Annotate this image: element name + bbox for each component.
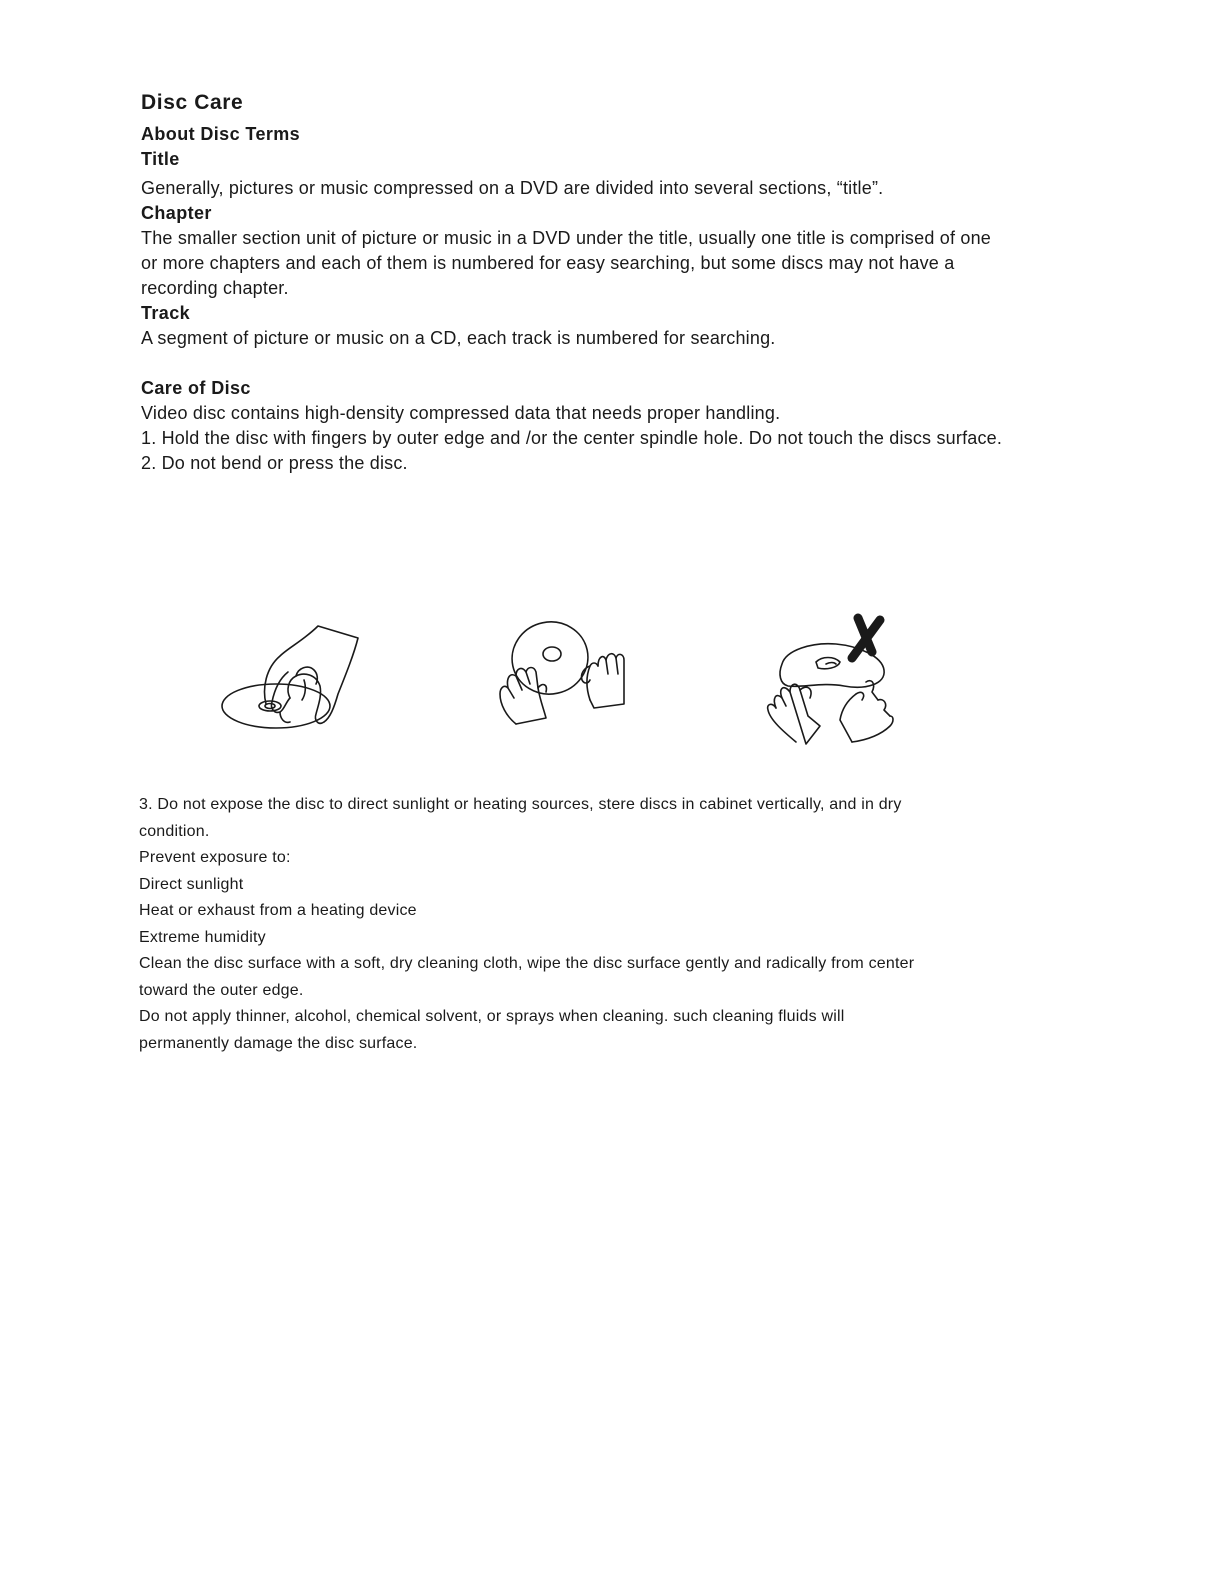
cleaning-instruction-line: toward the outer edge. — [139, 981, 304, 999]
chapter-term-text-line: The smaller section unit of picture or music in a DVD under the title, usually one title is comprised of one — [141, 228, 991, 248]
solvent-warning-line: permanently damage the disc surface. — [139, 1034, 418, 1052]
page-title: Disc Care — [141, 91, 244, 114]
prevent-exposure-label: Prevent exposure to: — [139, 849, 291, 866]
care-item-2: 2. Do not bend or press the disc. — [141, 453, 408, 473]
solvent-warning-line: Do not apply thinner, alcohol, chemical solvent, or sprays when cleaning. such cleaning fluids will — [139, 1008, 845, 1025]
care-item-3-line: 3. Do not expose the disc to direct sunlight or heating sources, stere discs in cabinet vertically, and in dry — [139, 796, 902, 813]
hands-bending-disc-prohibited-icon — [762, 608, 900, 748]
chapter-term-heading: Chapter — [141, 203, 212, 223]
hands-holding-disc-by-edge-icon — [494, 618, 630, 732]
title-term-text: Generally, pictures or music compressed on a DVD are divided into several sections, “title”. — [141, 178, 884, 198]
chapter-term-text-line: recording chapter. — [141, 278, 289, 298]
care-intro-text: Video disc contains high-density compressed data that needs proper handling. — [141, 403, 781, 423]
cleaning-instruction-line: Clean the disc surface with a soft, dry cleaning cloth, wipe the disc surface gently and radically from center — [139, 955, 915, 972]
track-term-heading: Track — [141, 303, 191, 323]
care-item-1: 1. Hold the disc with fingers by outer edge and /or the center spindle hole. Do not touch the discs surface. — [141, 428, 1003, 448]
exposure-item: Extreme humidity — [139, 928, 266, 946]
care-of-disc-heading: Care of Disc — [141, 378, 251, 398]
about-disc-terms-heading: About Disc Terms — [141, 124, 301, 144]
disc-care-section — [141, 88, 1091, 476]
title-term-heading: Title — [141, 149, 180, 169]
track-term-text: A segment of picture or music on a CD, each track is numbered for searching. — [141, 328, 776, 348]
care-continued-section — [139, 792, 1019, 1057]
exposure-item: Heat or exhaust from a heating device — [139, 902, 417, 919]
care-item-3-line: condition. — [139, 822, 210, 840]
chapter-term-text-line: or more chapters and each of them is numbered for easy searching, but some discs may not have a — [141, 253, 955, 273]
hand-holding-disc-by-center-icon — [218, 618, 368, 736]
exposure-item: Direct sunlight — [139, 875, 244, 893]
